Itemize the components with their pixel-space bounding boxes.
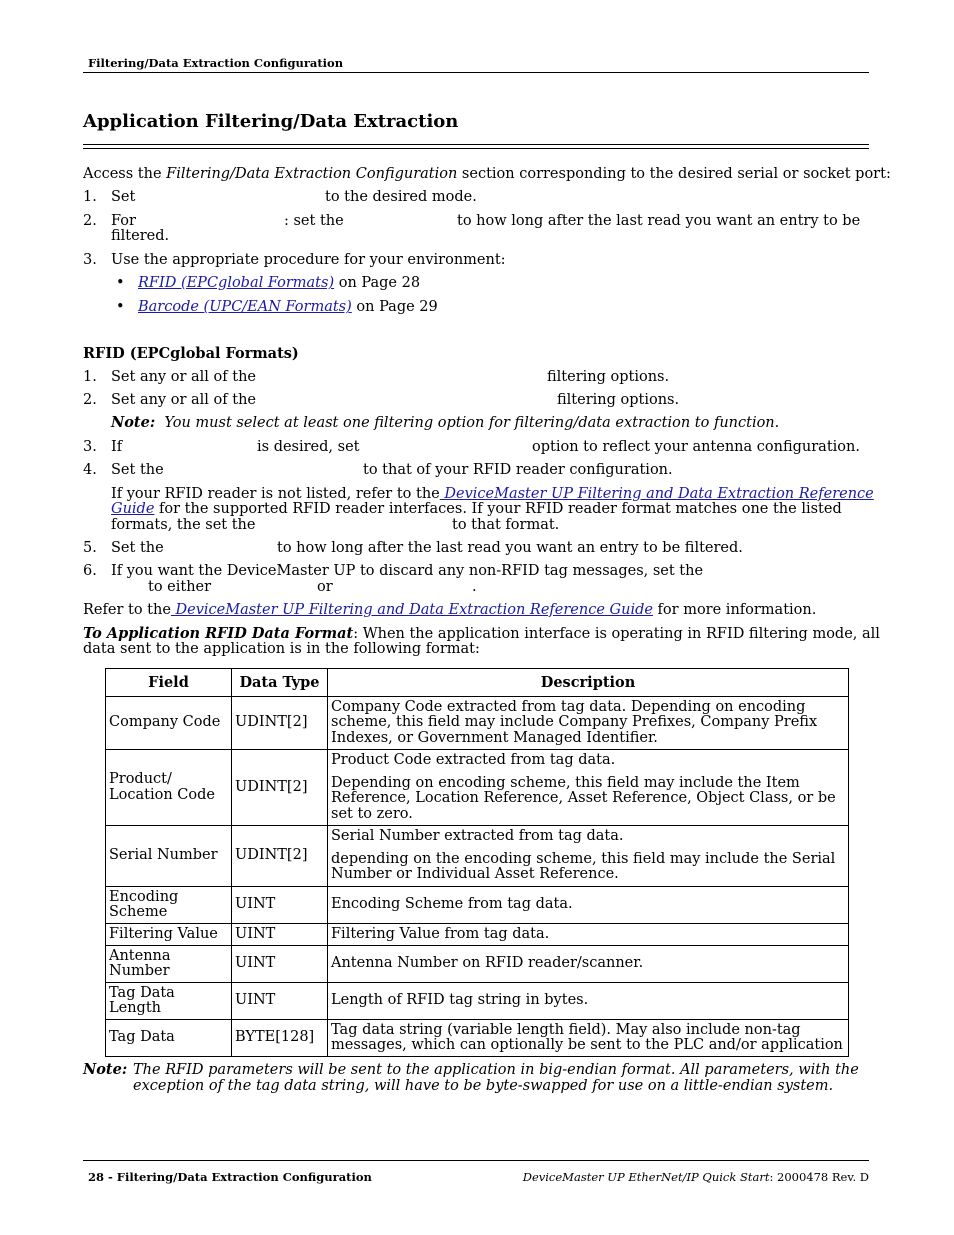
step-3-text: Use the appropriate procedure for your environment: bbox=[111, 252, 506, 268]
title-rule-bottom bbox=[83, 148, 869, 149]
table-row bbox=[106, 697, 849, 750]
rfid-step-4-para-l2: Guide for the supported RFID reader interfaces. If your RFID reader format matches one the listed bbox=[111, 501, 842, 517]
desc-cell bbox=[328, 750, 849, 826]
type-cell: UINT bbox=[232, 887, 328, 924]
header-rule bbox=[83, 72, 869, 73]
step-2-text-a: For bbox=[111, 213, 136, 229]
desc-para: depending on the encoding scheme, this field may include the Serial Number or Individual Asset Reference. bbox=[331, 850, 836, 883]
rfid-step-2b: filtering options. bbox=[557, 392, 680, 408]
desc-cell: Antenna Number on RFID reader/scanner. bbox=[328, 946, 849, 983]
step-number: 2. bbox=[83, 213, 97, 229]
step-number: 1. bbox=[83, 369, 97, 385]
rfid-step-4-para-l1: If your RFID reader is not listed, refer to the DeviceMaster UP Filtering and Data Extraction Reference bbox=[111, 486, 874, 502]
desc-para: Depending on encoding scheme, this field may include the Item Reference, Location Reference, Asset Reference, Object Class, or be set to zero. bbox=[331, 774, 836, 822]
bullet-icon: • bbox=[116, 299, 125, 315]
reference-guide-link[interactable]: Guide bbox=[111, 501, 155, 517]
rfid-step-6c: or bbox=[317, 579, 333, 595]
rfid-step-3c: option to reflect your antenna configuration. bbox=[532, 439, 860, 455]
rfid-heading: RFID (EPCglobal Formats) bbox=[83, 345, 299, 362]
type-cell: UINT bbox=[232, 983, 328, 1020]
type-cell: UINT bbox=[232, 946, 328, 983]
desc-cell: Filtering Value from tag data. bbox=[328, 924, 849, 946]
table-row bbox=[106, 887, 849, 924]
field-cell: Company Code bbox=[106, 697, 232, 750]
reference-guide-link[interactable]: DeviceMaster UP Filtering and Data Extraction Reference Guide bbox=[170, 602, 653, 618]
desc-para: Product Code extracted from tag data. bbox=[331, 752, 616, 768]
field-cell: Serial Number bbox=[106, 826, 232, 887]
rfid-step-2a: Set any or all of the bbox=[111, 392, 256, 408]
footer-rule bbox=[83, 1160, 869, 1161]
field-cell: Tag Data bbox=[106, 1020, 232, 1057]
step-2-text-b: : set the bbox=[284, 213, 344, 229]
bottom-note-label: Note: bbox=[83, 1061, 128, 1078]
step-number: 4. bbox=[83, 462, 97, 478]
barcode-link[interactable]: Barcode (UPC/EAN Formats) bbox=[138, 299, 352, 315]
rfid-note: Note: You must select at least one filtering option for filtering/data extraction to function. bbox=[111, 414, 780, 431]
type-cell: BYTE[128] bbox=[232, 1020, 328, 1057]
rfid-format-table bbox=[105, 668, 849, 1057]
step-number: 1. bbox=[83, 189, 97, 205]
refer-paragraph: Refer to the DeviceMaster UP Filtering and Data Extraction Reference Guide for more information. bbox=[83, 602, 817, 618]
type-cell: UINT bbox=[232, 924, 328, 946]
rfid-step-4-para-l3a: formats, the set the bbox=[111, 517, 256, 533]
rfid-step-5b: to how long after the last read you want an entry to be filtered. bbox=[277, 540, 743, 556]
desc-cell: Company Code extracted from tag data. Depending on encoding scheme, this field may include Company Prefixes, Company Prefix Indexes, or Government Managed Identifier. bbox=[328, 697, 849, 750]
footer-right: DeviceMaster UP EtherNet/IP Quick Start: 2000478 Rev. D bbox=[522, 1170, 869, 1184]
rfid-step-4a: Set the bbox=[111, 462, 164, 478]
column-header: Description bbox=[328, 669, 849, 697]
step-number: 6. bbox=[83, 563, 97, 579]
step-1-text-b: to the desired mode. bbox=[325, 189, 477, 205]
rfid-step-3b: is desired, set bbox=[257, 439, 360, 455]
rfid-step-1a: Set any or all of the bbox=[111, 369, 256, 385]
title-rule-top bbox=[83, 144, 869, 145]
type-cell: UDINT[2] bbox=[232, 826, 328, 887]
bottom-note-line2: exception of the tag data string, will have to be byte-swapped for use on a little-endian system. bbox=[133, 1078, 834, 1094]
table-row bbox=[106, 1020, 849, 1057]
step-2-text-c: to how long after the last read you want an entry to be bbox=[457, 213, 861, 229]
field-cell: Encoding Scheme bbox=[106, 887, 232, 924]
format-paragraph-l2: data sent to the application is in the following format: bbox=[83, 641, 480, 657]
rfid-step-6b: to either bbox=[148, 579, 212, 595]
bullet-item: RFID (EPCglobal Formats) on Page 28 bbox=[138, 275, 421, 291]
field-cell: Product/ Location Code bbox=[106, 750, 232, 826]
step-number: 2. bbox=[83, 392, 97, 408]
field-cell: Tag Data Length bbox=[106, 983, 232, 1020]
step-1-text-a: Set bbox=[111, 189, 136, 205]
step-2-text-d: filtered. bbox=[111, 228, 170, 244]
rfid-step-1b: filtering options. bbox=[547, 369, 670, 385]
table-header-row bbox=[106, 669, 849, 697]
bottom-note-line1: The RFID parameters will be sent to the application in big-endian format. All parameters, with the bbox=[133, 1062, 859, 1078]
column-header: Data Type bbox=[232, 669, 328, 697]
table-row bbox=[106, 983, 849, 1020]
step-number: 3. bbox=[83, 439, 97, 455]
desc-cell: Length of RFID tag string in bytes. bbox=[328, 983, 849, 1020]
reference-guide-link[interactable]: DeviceMaster UP Filtering and Data Extraction Reference bbox=[439, 486, 874, 502]
rfid-step-5a: Set the bbox=[111, 540, 164, 556]
step-number: 3. bbox=[83, 252, 97, 268]
footer-left: 28 - Filtering/Data Extraction Configuration bbox=[88, 1170, 372, 1184]
rfid-step-6a: If you want the DeviceMaster UP to discard any non-RFID tag messages, set the bbox=[111, 563, 704, 579]
format-paragraph-l1: To Application RFID Data Format: When the application interface is operating in RFID filtering mode, all bbox=[83, 625, 880, 642]
running-header: Filtering/Data Extraction Configuration bbox=[88, 56, 344, 70]
rfid-step-4b: to that of your RFID reader configuration. bbox=[363, 462, 673, 478]
table-row bbox=[106, 924, 849, 946]
desc-cell bbox=[328, 826, 849, 887]
rfid-link[interactable]: RFID (EPCglobal Formats) bbox=[138, 275, 335, 291]
rfid-step-6d: . bbox=[472, 579, 477, 595]
bullet-item: Barcode (UPC/EAN Formats) on Page 29 bbox=[138, 299, 438, 315]
rfid-step-4-para-l3b: to that format. bbox=[452, 517, 560, 533]
column-header: Field bbox=[106, 669, 232, 697]
rfid-step-3a: If bbox=[111, 439, 123, 455]
desc-cell: Encoding Scheme from tag data. bbox=[328, 887, 849, 924]
type-cell: UDINT[2] bbox=[232, 750, 328, 826]
field-cell: Antenna Number bbox=[106, 946, 232, 983]
desc-para: Serial Number extracted from tag data. bbox=[331, 828, 624, 845]
bullet-icon: • bbox=[116, 275, 125, 291]
desc-cell: Tag data string (variable length field). May also include non-tag messages, which can optionally be sent to the PLC and/or application bbox=[328, 1020, 849, 1057]
section-title: Application Filtering/Data Extraction bbox=[83, 111, 459, 132]
field-cell: Filtering Value bbox=[106, 924, 232, 946]
step-number: 5. bbox=[83, 540, 97, 556]
table-row bbox=[106, 826, 849, 887]
intro-paragraph: Access the Filtering/Data Extraction Configuration section corresponding to the desired serial or socket port: bbox=[83, 166, 891, 182]
table-row bbox=[106, 750, 849, 826]
type-cell: UDINT[2] bbox=[232, 697, 328, 750]
table-row bbox=[106, 946, 849, 983]
